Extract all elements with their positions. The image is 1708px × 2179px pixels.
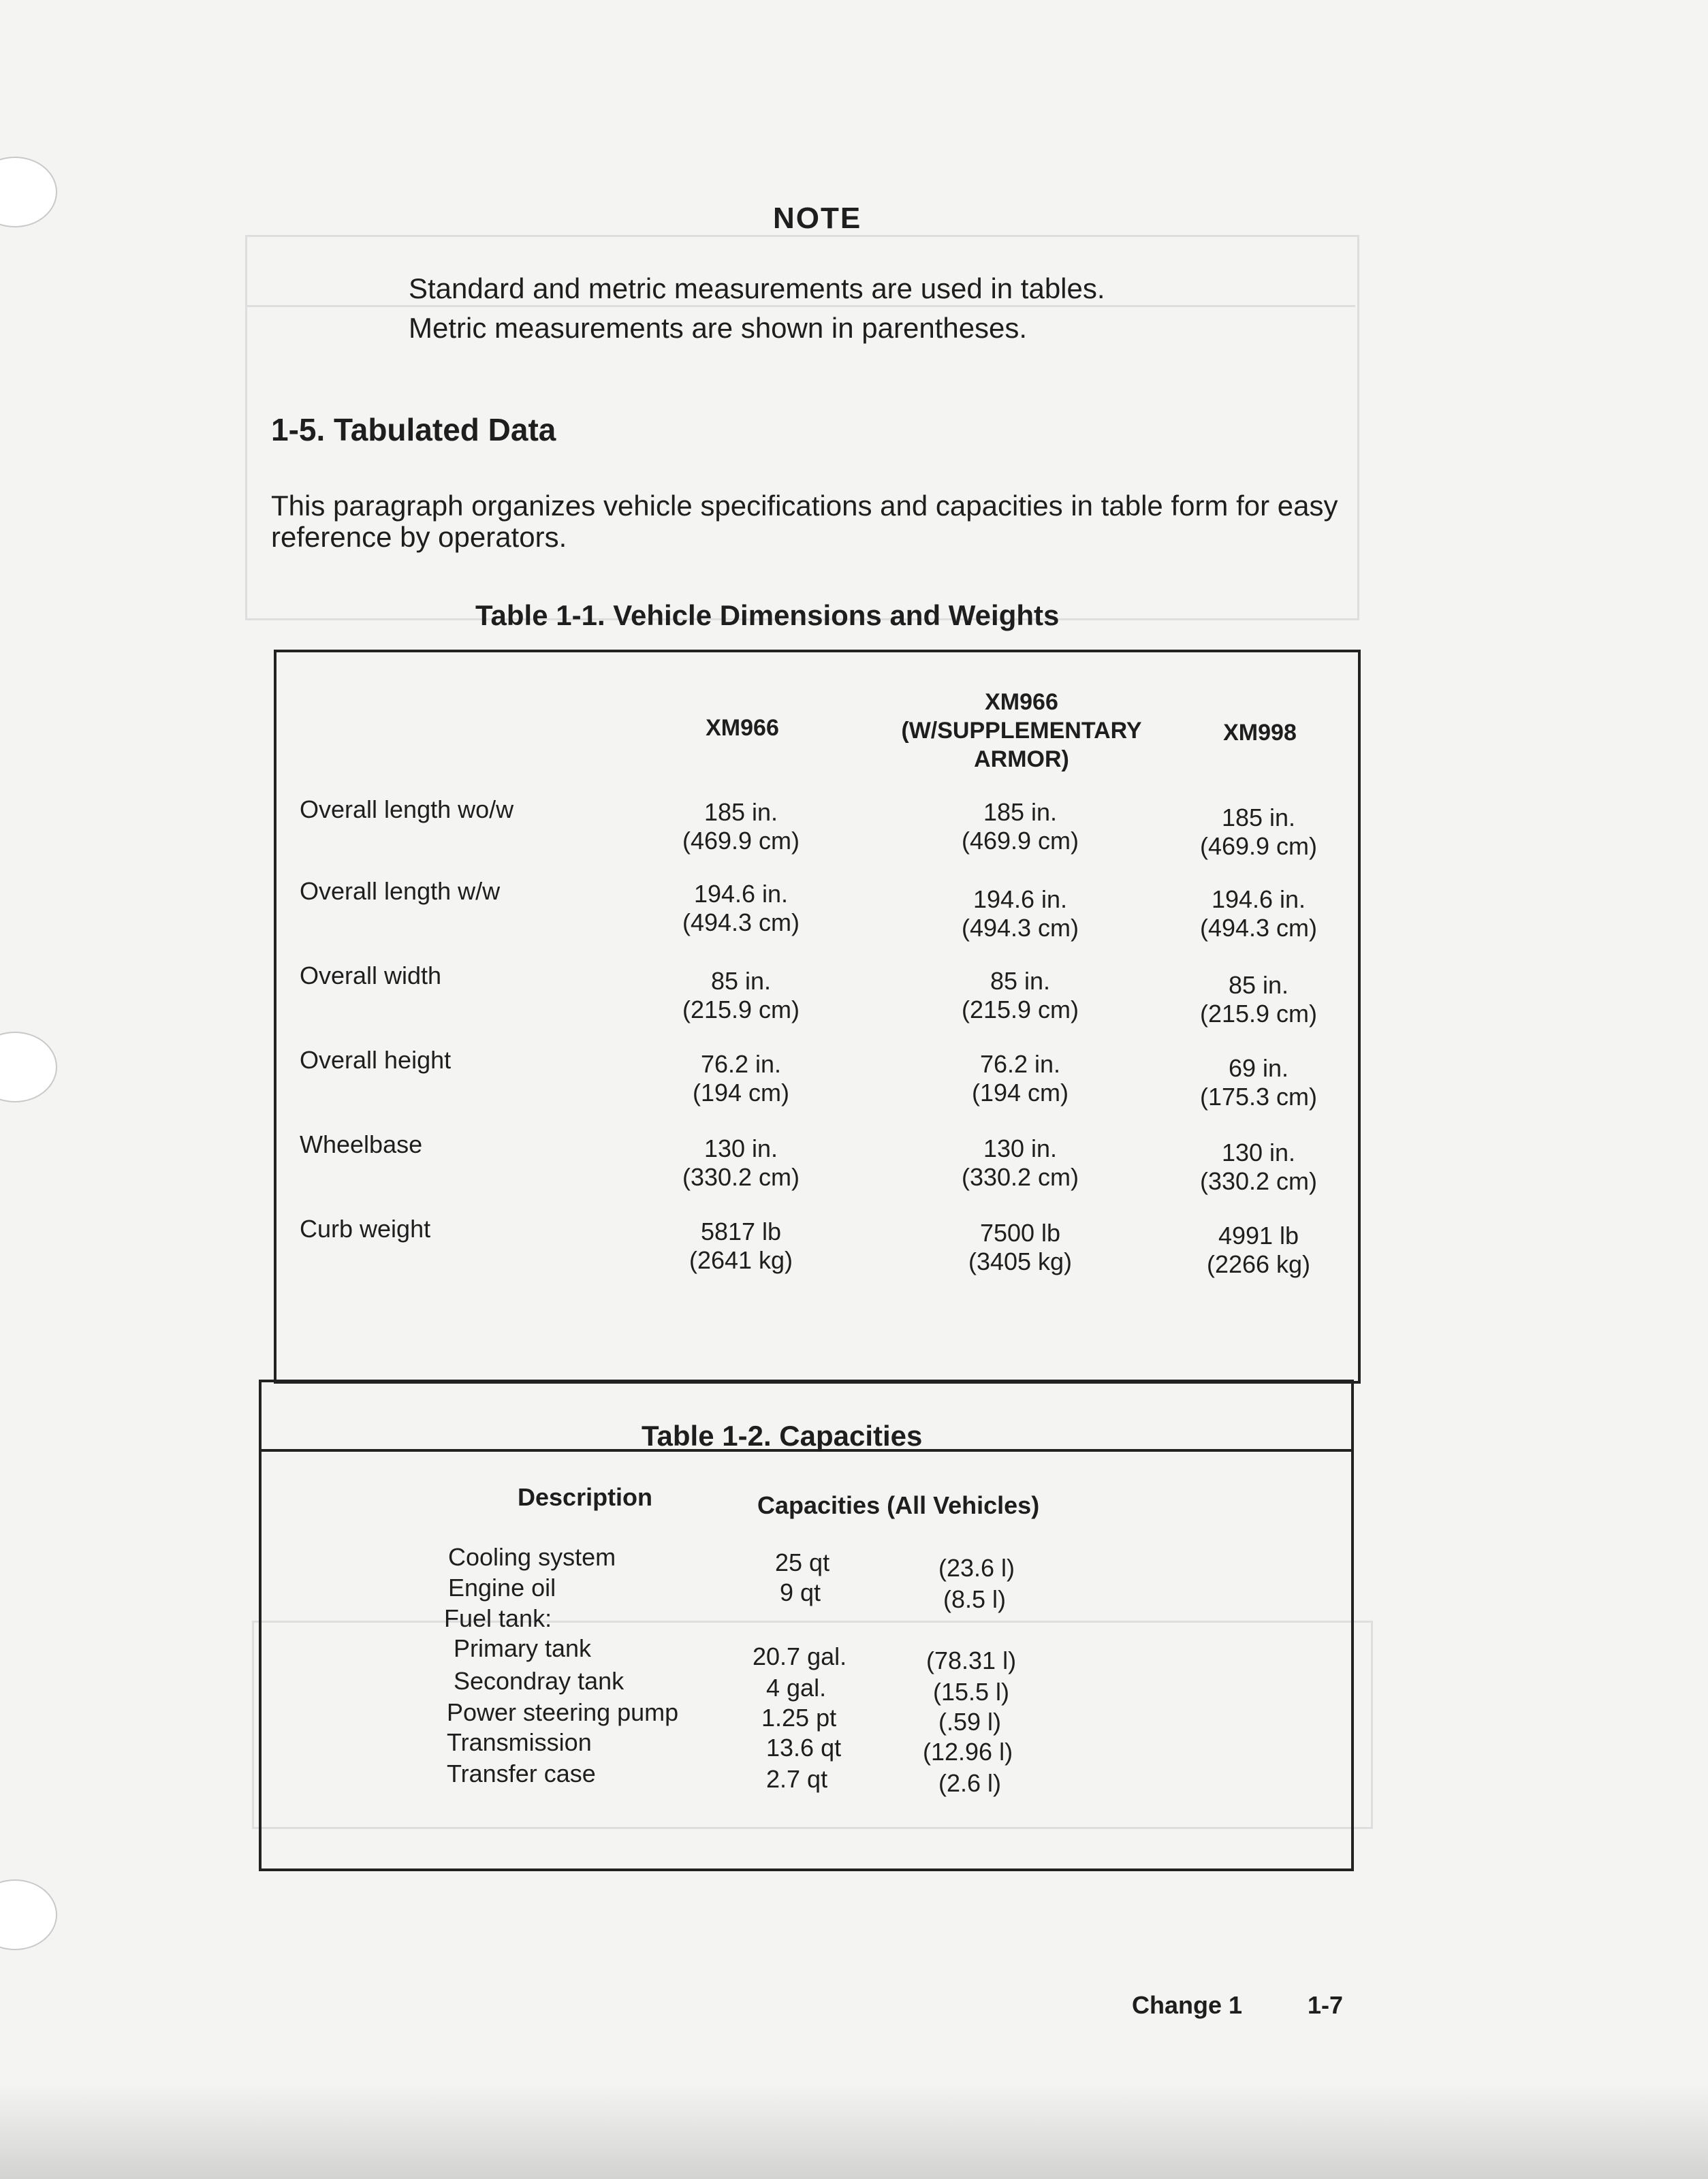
cell-metric: (494.3 cm)	[682, 908, 800, 936]
cell-value: 185 in.	[703, 798, 778, 826]
capacity-desc: Secondray tank	[447, 1667, 624, 1695]
cell-metric: (494.3 cm)	[961, 914, 1079, 942]
binder-hole	[0, 157, 57, 227]
capacity-metric: (15.5 l)	[933, 1678, 1010, 1706]
cell-metric: (330.2 cm)	[961, 1163, 1079, 1191]
capacity-std: 13.6 qt	[766, 1734, 842, 1762]
table-cell	[911, 885, 1129, 942]
table-cell	[632, 1218, 850, 1275]
row-label: Overall length wo/w	[300, 795, 514, 823]
capacity-desc: Power steering pump	[447, 1698, 679, 1726]
cell-metric: (469.9 cm)	[961, 827, 1079, 855]
cell-value: 85 in.	[1228, 971, 1289, 999]
cell-value: 194.6 in.	[972, 885, 1068, 913]
capacity-metric: (2.6 l)	[938, 1769, 1002, 1797]
binder-hole	[0, 1032, 57, 1102]
table-cell	[911, 798, 1129, 855]
cell-value: 130 in.	[983, 1134, 1058, 1162]
capacity-std: 9 qt	[780, 1578, 821, 1606]
table-cell	[632, 798, 850, 855]
scan-shadow	[0, 2084, 1708, 2179]
table-cell	[632, 1134, 850, 1192]
table-cell	[911, 1219, 1129, 1276]
table-2-border	[259, 1380, 1354, 1871]
table-1-title: Table 1-1. Vehicle Dimensions and Weights	[475, 599, 1060, 631]
cell-metric: (194 cm)	[692, 1079, 790, 1107]
cell-metric: (175.3 cm)	[1199, 1083, 1318, 1111]
cell-value: 194.6 in.	[1211, 885, 1306, 913]
table-cell	[1150, 1222, 1367, 1279]
capacity-desc: Cooling system	[448, 1543, 616, 1571]
capacity-metric: (12.96 l)	[923, 1738, 1013, 1766]
capacity-desc: Fuel tank:	[444, 1604, 552, 1632]
capacity-std: 20.7 gal.	[753, 1642, 847, 1670]
binder-hole	[0, 1879, 57, 1950]
cell-metric: (2641 kg)	[689, 1246, 793, 1274]
row-label: Overall height	[300, 1046, 452, 1074]
row-label: Curb weight	[300, 1215, 431, 1243]
table-cell	[1150, 804, 1367, 861]
cell-metric: (215.9 cm)	[1199, 1000, 1318, 1028]
column-header-description: Description	[518, 1483, 653, 1511]
section-title: 1-5. Tabulated Data	[271, 412, 556, 447]
table-cell	[911, 1134, 1129, 1192]
table-cell	[632, 880, 850, 937]
table-cell	[1150, 885, 1367, 942]
table-cell	[911, 967, 1129, 1024]
capacity-std: 25 qt	[775, 1548, 830, 1576]
table-cell	[1150, 971, 1367, 1028]
cell-metric: (2266 kg)	[1206, 1250, 1311, 1278]
cell-metric: (3405 kg)	[968, 1247, 1073, 1275]
cell-value: 130 in.	[1221, 1139, 1296, 1166]
table-cell	[1150, 1054, 1367, 1111]
table-cell	[911, 1050, 1129, 1107]
cell-value: 7500 lb	[979, 1219, 1061, 1247]
capacity-metric: (.59 l)	[938, 1708, 1002, 1736]
capacity-std: 2.7 qt	[766, 1765, 828, 1793]
cell-value: 130 in.	[703, 1134, 778, 1162]
row-label: Overall length w/w	[300, 877, 501, 905]
change-label: Change 1	[1132, 1991, 1243, 2019]
cell-value: 85 in.	[710, 967, 772, 995]
note-title: NOTE	[773, 202, 862, 235]
column-header-capacities: Capacities (All Vehicles)	[757, 1491, 1040, 1519]
capacity-metric: (8.5 l)	[943, 1585, 1007, 1613]
capacity-desc: Primary tank	[447, 1634, 592, 1662]
table-2-title: Table 1-2. Capacities	[642, 1420, 923, 1452]
capacity-std: 1.25 pt	[761, 1704, 837, 1732]
row-label: Wheelbase	[300, 1130, 423, 1158]
capacity-std: 4 gal.	[766, 1674, 827, 1702]
cell-value: 69 in.	[1228, 1054, 1289, 1082]
table-cell	[1150, 1139, 1367, 1196]
row-label: Overall width	[300, 961, 442, 989]
note-text	[409, 269, 1105, 348]
cell-value: 194.6 in.	[693, 880, 789, 908]
section-paragraph: This paragraph organizes vehicle specifications and capacities in table form for easy reference by operators.	[271, 490, 1338, 553]
page-number: 1-7	[1308, 1991, 1344, 2019]
cell-value: 76.2 in.	[979, 1050, 1061, 1078]
cell-value: 76.2 in.	[700, 1050, 782, 1078]
cell-metric: (215.9 cm)	[961, 996, 1079, 1023]
cell-metric: (494.3 cm)	[1199, 914, 1318, 942]
note-line: Metric measurements are shown in parentheses.	[409, 312, 1028, 344]
capacity-metric: (78.31 l)	[926, 1647, 1017, 1674]
cell-value: 185 in.	[1221, 804, 1296, 831]
capacity-desc: Transmission	[447, 1728, 592, 1756]
capacity-desc: Transfer case	[447, 1760, 596, 1787]
column-header: XM966	[706, 715, 779, 741]
table-cell	[632, 967, 850, 1024]
cell-metric: (330.2 cm)	[1199, 1167, 1318, 1195]
cell-metric: (469.9 cm)	[682, 827, 800, 855]
cell-metric: (469.9 cm)	[1199, 832, 1318, 860]
cell-value: 85 in.	[990, 967, 1051, 995]
capacity-desc: Engine oil	[448, 1574, 556, 1602]
column-header: XM998	[1223, 720, 1297, 746]
column-header: XM966 (W/SUPPLEMENTARY ARMOR)	[901, 689, 1142, 772]
cell-metric: (330.2 cm)	[682, 1163, 800, 1191]
cell-value: 5817 lb	[700, 1218, 782, 1245]
cell-metric: (215.9 cm)	[682, 996, 800, 1023]
note-line: Standard and metric measurements are used in tables.	[409, 272, 1105, 304]
capacity-metric: (23.6 l)	[938, 1554, 1015, 1582]
cell-value: 4991 lb	[1218, 1222, 1299, 1250]
cell-metric: (194 cm)	[971, 1079, 1069, 1107]
cell-value: 185 in.	[983, 798, 1058, 826]
table-cell	[632, 1050, 850, 1107]
